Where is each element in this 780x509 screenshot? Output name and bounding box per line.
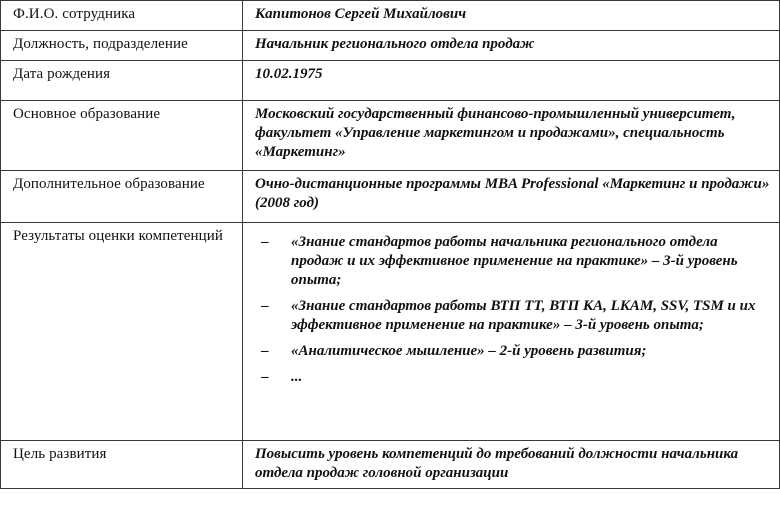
list-dash: –	[261, 298, 269, 314]
list-dash: –	[261, 343, 269, 359]
table-row-competencies	[1, 223, 780, 441]
label-development-goal: Цель развития	[1, 441, 243, 489]
table-row-development-goal	[1, 441, 780, 489]
label-additional-education: Дополнительное образование	[1, 171, 243, 223]
list-item	[255, 297, 771, 335]
competencies-list	[255, 233, 771, 387]
table-row-main-education	[1, 101, 780, 171]
label-position: Должность, подразделение	[1, 31, 243, 61]
list-item-text: «Знание стандартов работы начальника регионального отдела продаж и их эффективное применение на практике» – 3-й уровень опыта;	[291, 234, 738, 288]
list-item	[255, 233, 771, 290]
value-competencies	[243, 223, 780, 441]
label-competencies: Результаты оценки компетенций	[1, 223, 243, 441]
table-row-name	[1, 1, 780, 31]
label-birth-date: Дата рождения	[1, 61, 243, 101]
table-row-birth-date	[1, 61, 780, 101]
value-development-goal: Повысить уровень компетенций до требований должности начальника отдела продаж головной организации	[243, 441, 780, 489]
table-row-additional-education	[1, 171, 780, 223]
list-item-text: «Аналитическое мышление» – 2-й уровень развития;	[291, 343, 647, 359]
label-main-education: Основное образование	[1, 101, 243, 171]
value-position: Начальник регионального отдела продаж	[243, 31, 780, 61]
table-row-position	[1, 31, 780, 61]
value-main-education: Московский государственный финансово-промышленный университет, факультет «Управление маркетингом и продажами», специальность «Маркетинг»	[243, 101, 780, 171]
list-item	[255, 368, 771, 387]
list-item-text: ...	[291, 369, 303, 385]
value-employee-name: Капитонов Сергей Михайлович	[243, 1, 780, 31]
value-additional-education: Очно-дистанционные программы MBA Professional «Маркетинг и продажи» (2008 год)	[243, 171, 780, 223]
list-dash: –	[261, 234, 269, 250]
label-employee-name: Ф.И.О. сотрудника	[1, 1, 243, 31]
list-item	[255, 342, 771, 361]
list-item-text: «Знание стандартов работы ВТП ТТ, ВТП КА, LKAM, SSV, TSM и их эффективное применение на практике» – 3-й уровень опыта;	[291, 298, 756, 333]
list-dash: –	[261, 369, 269, 385]
value-birth-date: 10.02.1975	[243, 61, 780, 101]
